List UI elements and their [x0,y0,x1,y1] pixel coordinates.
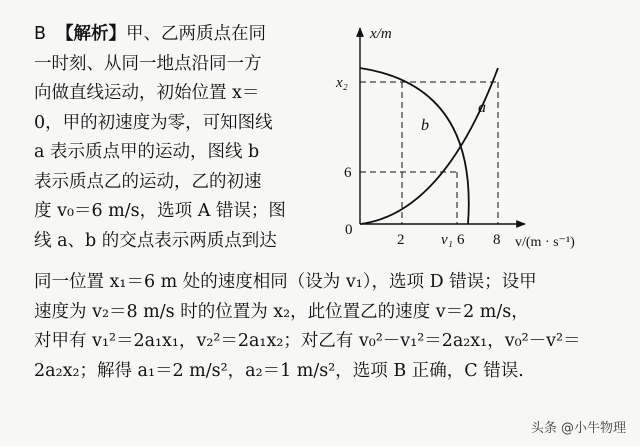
curve-a [360,68,498,224]
y-tick-x2: x₂ [336,75,348,91]
x-tick-8: 8 [493,232,501,248]
curve-a-label: a [478,99,486,116]
curve-b-label: b [421,117,429,134]
x-v-graph [330,10,620,260]
text-line: 速度为 v₂＝8 m/s 时的位置为 x₂，此位置乙的速度 v＝2 m/s， [34,301,529,322]
text-line: 对甲有 v₁²＝2a₁x₁，v₂²＝2a₁x₂；对乙有 v₀²－v₁²＝2a₂x₁，v₀²－v²＝ [34,331,581,351]
analysis-label: 【解析】 [56,24,127,44]
x-tick-6: 6 [457,232,465,248]
text-line: 同一位置 x₁＝6 m 处的速度相同（设为 v₁），选项 D 错误；设甲 [34,272,537,292]
solution-text-left [34,20,336,256]
watermark: 头条 @小牛物理 [530,421,626,436]
text-line: 一时刻、从同一地点沿同一方 [34,53,262,74]
text-line: 表示质点乙的运动，乙的初速 [34,171,262,192]
y-tick-6: 6 [344,165,352,181]
y-axis-label: x/m [370,26,392,42]
text-line: 0，甲的初速度为零，可知图线 [34,112,273,133]
answer-letter: B [34,24,47,44]
solution-text-full [34,268,614,386]
origin-label: 0 [345,222,353,238]
text-line: 向做直线运动，初始位置 x＝ [34,83,260,103]
x-tick-v1: v₁ [441,232,453,248]
text-line: 线 a、b 的交点表示两质点到达 [34,230,277,251]
text-line [34,20,336,50]
text-line: 2a₂x₂；解得 a₁＝2 m/s²，a₂＝1 m/s²，选项 B 正确，C 错误. [34,360,524,381]
text-line: 度 v₀＝6 m/s，选项 A 错误；图 [34,201,286,221]
x-axis-label: v/(m · s⁻¹) [515,235,575,250]
x-tick-2: 2 [397,232,405,248]
text-line-body: 甲、乙两质点在同 [126,24,267,44]
text-line: a 表示质点甲的运动，图线 b [34,142,260,162]
